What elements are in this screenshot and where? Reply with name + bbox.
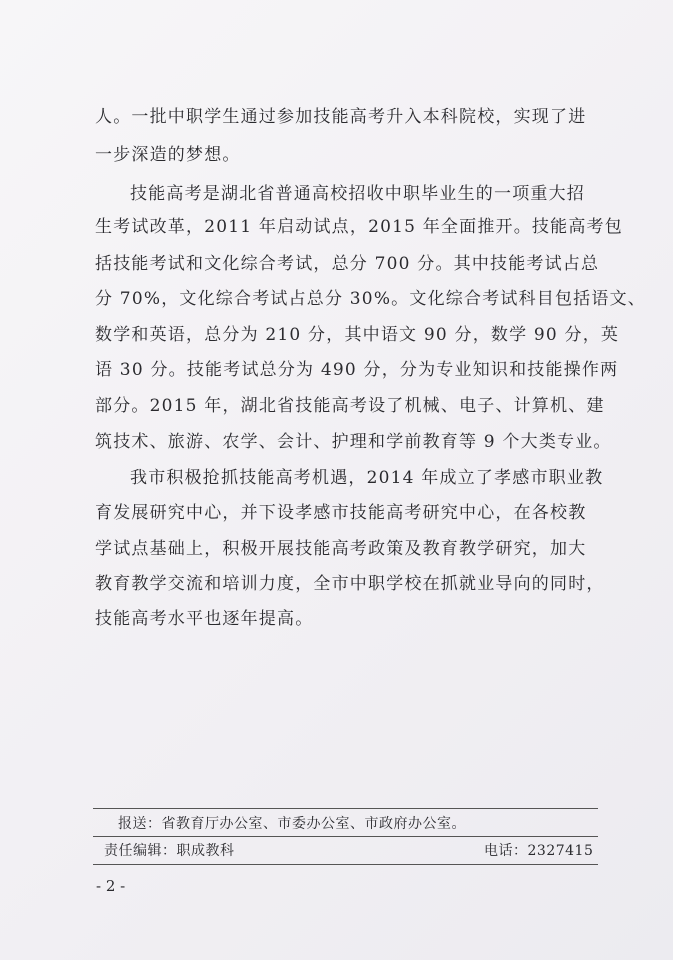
- body-line: 括技能考试和文化综合考试，总分 700 分。其中技能考试占总: [95, 254, 600, 274]
- body-line: 教育教学交流和培训力度，全市中职学校在抓就业导向的同时，: [95, 574, 605, 594]
- page-number: - 2 -: [96, 877, 126, 895]
- body-line: 一步深造的梦想。: [95, 145, 241, 165]
- send-to-line: 报送：省教育厅办公室、市委办公室、市政府办公室。: [118, 816, 466, 832]
- phone-line: 电话：2327415: [484, 843, 594, 859]
- paragraph-start: 我市积极抢抓技能高考机遇，2014 年成立了孝感市职业教: [130, 468, 604, 488]
- body-line: 语 30 分。技能考试总分为 490 分，分为专业知识和技能操作两: [95, 360, 619, 380]
- body-line: 筑技术、旅游、农学、会计、护理和学前教育等 9 个大类专业。: [95, 432, 612, 452]
- body-line: 部分。2015 年，湖北省技能高考设了机械、电子、计算机、建: [95, 396, 605, 416]
- body-line: 学试点基础上，积极开展技能高考政策及教育教学研究，加大: [95, 539, 587, 559]
- body-line: 人。一批中职学生通过参加技能高考升入本科院校，实现了进: [95, 107, 587, 127]
- footer-middle-rule: [93, 836, 598, 837]
- body-line: 技能高考水平也逐年提高。: [95, 609, 314, 629]
- paragraph-start: 技能高考是湖北省普通高校招收中职毕业生的一项重大招: [130, 184, 585, 204]
- body-line: 数学和英语，总分为 210 分，其中语文 90 分，数学 90 分，英: [95, 325, 620, 345]
- footer-bottom-rule: [93, 864, 598, 865]
- editor-line: 责任编辑：职成教科: [104, 843, 235, 859]
- body-line: 分 70%，文化综合考试占总分 30%。文化综合考试科目包括语文、: [95, 289, 646, 309]
- footer-top-rule: [93, 808, 598, 809]
- body-line: 生考试改革，2011 年启动试点，2015 年全面推开。技能高考包: [95, 217, 623, 237]
- body-line: 育发展研究中心，并下设孝感市技能高考研究中心，在各校教: [95, 503, 587, 523]
